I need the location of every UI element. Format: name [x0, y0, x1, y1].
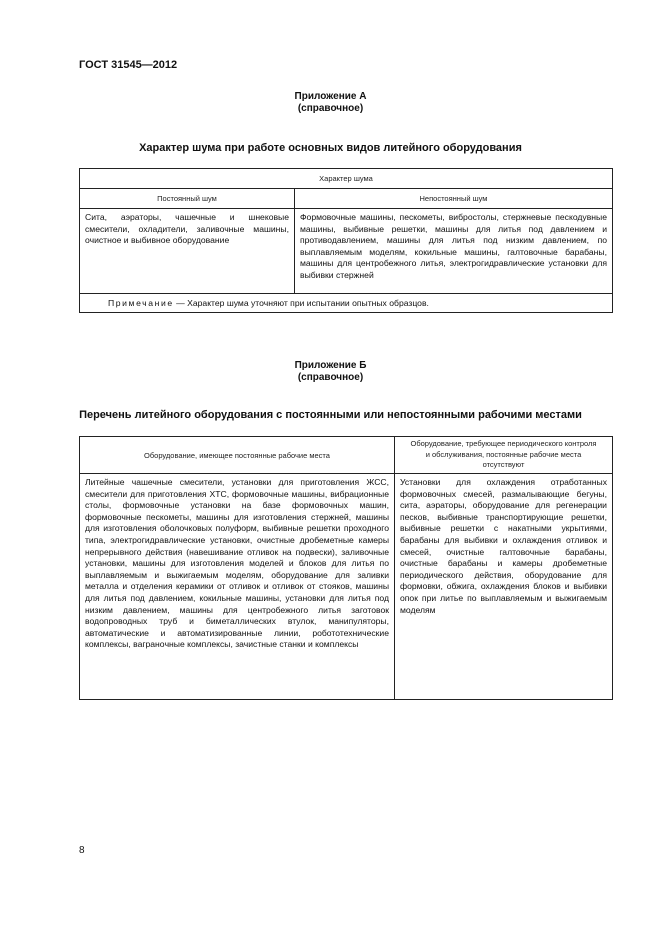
noise-group-header: Характер шума — [80, 169, 613, 189]
appendix-b-heading: Перечень литейного оборудования с постоянными или непостоянными рабочими местами — [79, 409, 582, 421]
appendix-b-title: Приложение Б — [294, 360, 367, 371]
variable-noise-header: Непостоянный шум — [295, 189, 613, 209]
note-label: Примечание — [108, 298, 174, 308]
appendix-a-title: Приложение А — [294, 91, 367, 102]
appendix-b-subtitle: (справочное) — [297, 372, 364, 383]
note-text: — Характер шума уточняют при испытании опытных образцов. — [173, 298, 429, 308]
page-number: 8 — [79, 845, 85, 856]
periodic-control-cell: Установки для охлаждения отработанных формовочных смесей, размалывающие бегуны, сита, аэраторы, оборудование для регенерации песков, выбивные транспортирующие решетки, выбивные решетки с накатными укрытиями, барабаны для выбивки и охлаждения отливок и смесей, очистные галтовочные барабаны, очистные барабаны и камеры дробеметные периодического действия, оборудование для формовки, обжига, охлаждения блоков и выбивки опок при литье по выплавляемым и выжигаемым моделям — [395, 474, 613, 700]
appendix-a-subtitle: (справочное) — [297, 103, 364, 114]
permanent-workplace-header: Оборудование, имеющее постоянные рабочие места — [80, 437, 395, 474]
permanent-workplace-cell: Литейные чашечные смесители, установки для приготовления ЖСС, смесители для приготовления ХТС, формовочные машины, вибрационные столы, формовочные установки на базе формовочных машин, формовочные пескометы, машины для изготовления стержней, машины для изготовления оболочковых полуформ, выбивные решетки проходного типа, электрогидравлические установки, очистные дробеметные камеры непрерывного действия (навешивание отливок на подвески), заливочные установки, машины для изготовления моделей и блоков для литья по выплавляемым и выжигаемым моделям, оборудование для заливки металла и отделения керамики от отливок и отливок от стояков, машины для литья под давлением, кокильные машины, установки для литья под низким давлением, машины для центробежного литья заготовок водопроводных труб и биметаллических втулок, манипуляторы, автоматические и автоматизированные линии, робототехнические комплексы, вагранoчные комплексы, зачистные станки и комплексы — [80, 474, 395, 700]
constant-noise-header: Постоянный шум — [80, 189, 295, 209]
standard-designation: ГОСТ 31545—2012 — [79, 59, 178, 71]
variable-noise-cell: Формовочные машины, пескометы, вибростолы, стержневые пескодувные машины, выбивные решетки, машины для литья под давлением и противодавлением, машины для литья под низким давлением, по выплавляемым моделям, кокильные машины, галтовочные барабаны, машины для центробежного литья, электрогидравлические установки для выбивки стержней — [295, 209, 613, 294]
noise-character-table — [79, 168, 613, 313]
equipment-workplace-table — [79, 436, 613, 700]
table-note — [80, 294, 613, 313]
periodic-control-header: Оборудование, требующее периодического контроля и обслуживания, постоянные рабочие места отсутствуют — [395, 437, 613, 474]
constant-noise-cell: Сита, аэраторы, чашечные и шнековые смесители, охладители, заливочные машины, очистное и выбивное оборудование — [80, 209, 295, 294]
appendix-a-heading: Характер шума при работе основных видов литейного оборудования — [139, 142, 522, 154]
